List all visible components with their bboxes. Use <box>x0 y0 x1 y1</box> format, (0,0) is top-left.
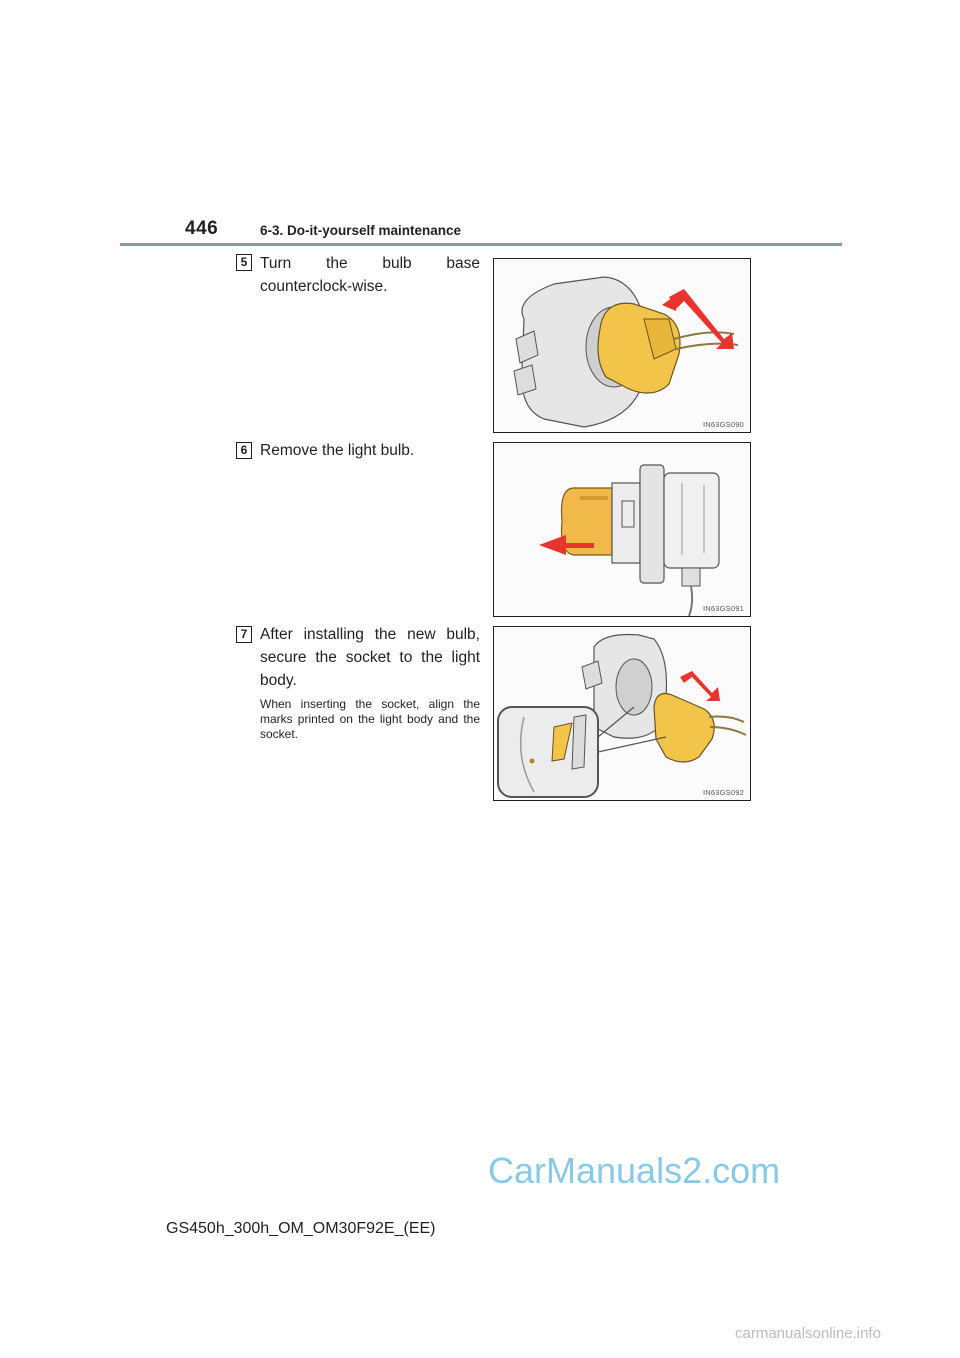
socket-install-illustration <box>494 627 750 800</box>
socket-turn-illustration <box>494 259 750 432</box>
step-number-5: 5 <box>236 254 252 271</box>
watermark-logo: CarManuals2.com <box>488 1150 781 1191</box>
section-title: 6-3. Do-it-yourself maintenance <box>260 223 462 238</box>
figure-step-6 <box>493 442 751 617</box>
step-5-text: Turn the bulb base counterclock-wise. <box>260 255 480 295</box>
step-number-6: 6 <box>236 442 252 459</box>
manual-code: GS450h_300h_OM_OM30F92E_(EE) <box>166 1220 436 1237</box>
step-number-7: 7 <box>236 626 252 643</box>
figure-code: IN63GS090 <box>703 420 744 429</box>
figure-code: IN63GS092 <box>703 788 744 797</box>
bulb-removal-illustration <box>494 443 750 616</box>
watermark-site: carmanualsonline.info <box>735 1325 881 1342</box>
figure-code: IN63GS091 <box>703 604 744 613</box>
figure-step-5 <box>493 258 751 433</box>
page-number: 446 <box>185 218 219 239</box>
step-7-note: When inserting the socket, align the marks printed on the light body and the socket. <box>260 697 480 741</box>
step-7-text: After installing the new bulb, secure the socket to the light body. <box>260 626 480 689</box>
figure-step-7 <box>493 626 751 801</box>
header-rule <box>120 243 842 246</box>
step-6-text: Remove the light bulb. <box>260 442 415 459</box>
